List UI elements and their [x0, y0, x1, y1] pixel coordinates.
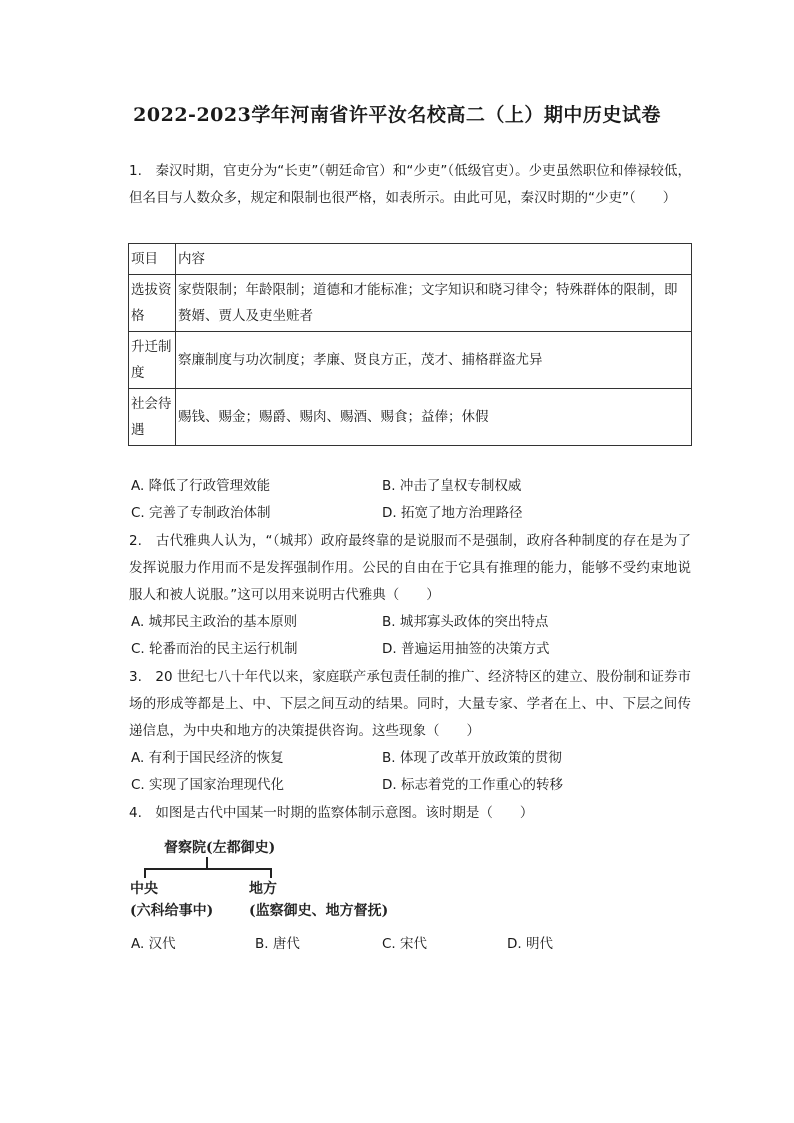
supervision-system-diagram [128, 832, 428, 928]
option-b[interactable]: B. 唐代 [255, 936, 300, 952]
question-1-options [131, 473, 691, 527]
option-c[interactable]: C. 轮番而治的民主运行机制 [131, 641, 298, 657]
question-4-text: 4. 如图是古代中国某一时期的监察体制示意图。该时期是（ ） [129, 805, 534, 821]
question-4-options [131, 931, 691, 958]
table-cell-content: 察廉制度与功次制度；孝廉、贤良方正，茂才、捕格群盗尤异 [176, 332, 692, 389]
question-2-text: 2. 古代雅典人认为，“（城邦）政府最终靠的是说服而不是强制，政府各种制度的存在是为了发挥说服力作用而不是发挥强制作用。公民的自由在于它具有推理的能力，能够不受约束地说服人和被人说服。”这可以用来说明古代雅典（ ） [129, 533, 691, 603]
diagram-central-subtitle: (六科给事中) [130, 903, 214, 919]
diagram-local-node: 地方 [249, 881, 277, 897]
table-row [129, 275, 692, 332]
table-row [129, 389, 692, 446]
option-a[interactable]: A. 有利于国民经济的恢复 [131, 750, 284, 766]
question-1-text: 1. 秦汉时期，官吏分为“长吏”（朝廷命官）和“少吏”（低级官吏）。少吏虽然职位和俸禄较低，但名目与人数众多，规定和限制也很严格，如表所示。由此可见，秦汉时期的“少吏”（ ） [129, 163, 691, 206]
option-d[interactable]: D. 标志着党的工作重心的转移 [382, 777, 563, 793]
diagram-connector-left [144, 868, 146, 878]
table-header-row [129, 244, 692, 275]
table-cell-item: 社会待遇 [129, 389, 176, 446]
table-header-cell: 项目 [129, 244, 176, 275]
option-a[interactable]: A. 城邦民主政治的基本原则 [131, 614, 298, 630]
option-c[interactable]: C. 完善了专制政治体制 [131, 505, 271, 521]
option-a[interactable]: A. 降低了行政管理效能 [131, 478, 271, 494]
diagram-connector-horizontal [144, 868, 272, 870]
exam-title: 2022-2023学年河南省许平汝名校高二（上）期中历史试卷 [133, 104, 661, 126]
table-cell-content: 赐钱、赐金；赐爵、赐肉、赐酒、赐食；益俸；休假 [176, 389, 692, 446]
question-1-table [128, 243, 692, 446]
diagram-connector-right [270, 868, 272, 878]
question-3-text: 3. 20 世纪七八十年代以来，家庭联产承包责任制的推广、经济特区的建立、股份制和证券市场的形成等都是上、中、下层之间互动的结果。同时，大量专家、学者在上、中、下层之间传递信息，为中央和地方的决策提供咨询。这些现象（ ） [129, 669, 691, 739]
table-row [129, 332, 692, 389]
table-cell-content: 家赀限制；年龄限制；道德和才能标准；文字知识和晓习律令；特殊群体的限制，即赘婿、贾人及吏坐赃者 [176, 275, 692, 332]
diagram-central-node: 中央 [130, 881, 158, 897]
table-cell-item: 选拔资格 [129, 275, 176, 332]
option-c[interactable]: C. 实现了国家治理现代化 [131, 777, 285, 793]
option-b[interactable]: B. 体现了改革开放政策的贯彻 [382, 750, 562, 766]
diagram-top-node: 督察院(左都御史) [164, 840, 276, 856]
option-d[interactable]: D. 普遍运用抽签的决策方式 [382, 641, 550, 657]
question-3-options [131, 745, 691, 799]
option-c[interactable]: C. 宋代 [382, 936, 428, 952]
option-b[interactable]: B. 冲击了皇权专制权威 [382, 478, 522, 494]
table-header-cell: 内容 [176, 244, 692, 275]
option-a[interactable]: A. 汉代 [131, 936, 176, 952]
option-d[interactable]: D. 明代 [507, 936, 553, 952]
question-2-options [131, 609, 691, 663]
option-d[interactable]: D. 拓宽了地方治理路径 [382, 505, 523, 521]
table-cell-item: 升迁制度 [129, 332, 176, 389]
option-b[interactable]: B. 城邦寡头政体的突出特点 [382, 614, 549, 630]
diagram-local-subtitle: (监察御史、地方督抚) [249, 903, 389, 919]
